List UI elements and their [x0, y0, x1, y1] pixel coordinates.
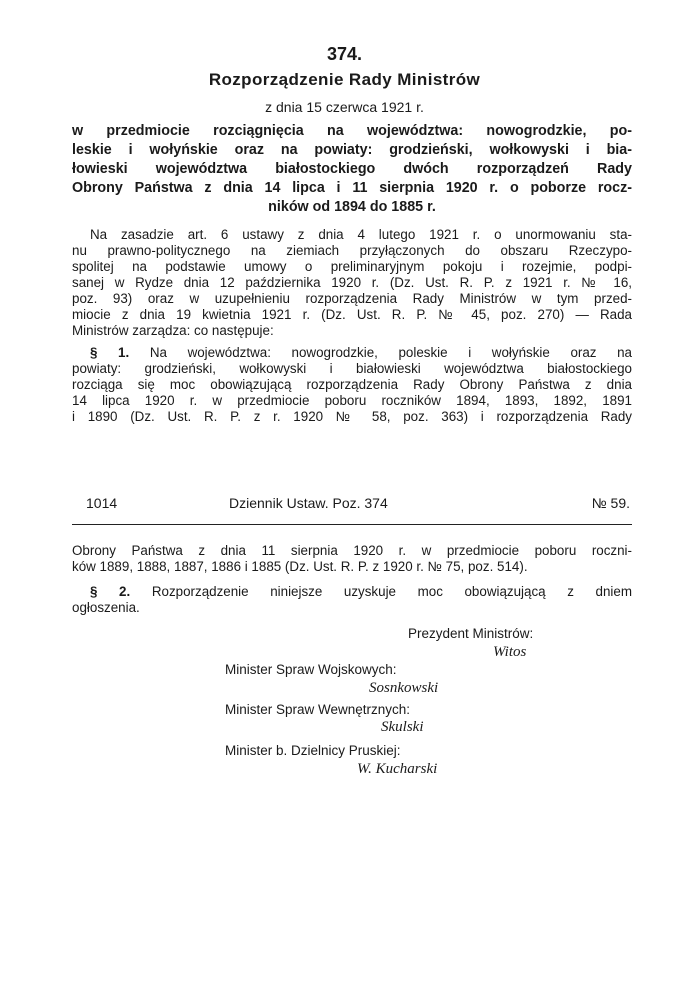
prime-minister-signature: Witos	[493, 644, 527, 660]
issue-number: № 59.	[591, 495, 630, 511]
section-1-line: 14 lipca 1920 r. w przedmiocie poboru roczników 1894, 1893, 1892, 1891	[72, 393, 632, 408]
minister-interior-label: Minister Spraw Wewnętrznych:	[225, 702, 411, 717]
act-number: 374.	[326, 44, 363, 64]
continuation-line: Obrony Państwa z dnia 11 sierpnia 1920 r. w przedmiocie poboru roczni-	[72, 543, 632, 558]
minister-military-signature: Sosnkowski	[369, 680, 439, 696]
prime-minister-label: Prezydent Ministrów:	[408, 626, 534, 641]
section-2-first-line	[72, 584, 632, 600]
intro-line: poz. 93) oraz w uzupełnieniu rozporządzenia Rady Ministrów w tym przed-	[72, 291, 632, 306]
subject-line: w przedmiocie rozciągnięcia na województwa: nowogrodzkie, po-	[72, 123, 632, 139]
minister-prussian-district-signature: W. Kucharski	[357, 761, 438, 777]
intro-line: miocie z dnia 19 kwietnia 1921 r. (Dz. Ust. R. P. № 45, poz. 270) — Rada	[72, 307, 632, 322]
section-1-first-line	[72, 345, 632, 361]
minister-interior-signature: Skulski	[381, 719, 424, 735]
intro-paragraph	[72, 227, 632, 339]
page-number: 1014	[86, 495, 118, 511]
intro-line: Na zasadzie art. 6 ustawy z dnia 4 lutego 1921 r. o unormowaniu sta-	[90, 227, 632, 242]
act-subject	[72, 122, 632, 217]
section-1-first-text: Na województwa: nowogrodzkie, poleskie i wołyńskie oraz na	[149, 345, 632, 360]
intro-line: sanej w Rydze dnia 12 października 1920 r. (Dz. Ust. R. P. z 1921 r. № 16,	[72, 275, 632, 290]
header-divider	[72, 524, 632, 525]
section-1-line: powiaty: grodzieński, wołkowyski i białowieski województwa białostockiego	[72, 361, 632, 376]
section-2-first-text: Rozporządzenie niniejsze uzyskuje moc obowiązującą z dniem	[151, 584, 632, 599]
section-1-line: rozciąga się moc obowiązującą rozporządzenia Rady Obrony Państwa z dnia	[72, 377, 632, 392]
section-1-line: i 1890 (Dz. Ust. R. P. z r. 1920 № 58, poz. 363) i rozporządzenia Rady	[72, 409, 632, 424]
section-2-label: § 2.	[90, 584, 131, 599]
section-2-line: ogłoszenia.	[72, 600, 140, 615]
section-1-label: § 1.	[90, 345, 130, 360]
intro-line: spolitej na podstawie umowy o preliminaryjnym pokoju i rozejmie, podpi-	[72, 259, 632, 274]
minister-prussian-district-label: Minister b. Dzielnicy Pruskiej:	[225, 743, 401, 758]
subject-line: Obrony Państwa z dnia 14 lipca i 11 sierpnia 1920 r. o poborze rocz-	[72, 180, 632, 196]
section-2	[72, 584, 632, 616]
page-running-header	[86, 495, 630, 513]
act-title: Rozporządzenie Rady Ministrów	[208, 70, 481, 89]
act-date: z dnia 15 czerwca 1921 r.	[265, 99, 424, 115]
subject-line: łowieski województwa białostockiego dwóch rozporządzeń Rady	[72, 161, 632, 177]
continuation-line: ków 1889, 1888, 1887, 1886 i 1885 (Dz. Ust. R. P. z 1920 r. № 75, poz. 514).	[72, 559, 528, 574]
section-1	[72, 345, 632, 425]
intro-line: nu prawno-politycznego na ziemiach przyłączonych do obszaru Rzeczypo-	[72, 243, 632, 258]
subject-line: leskie i wołyńskie oraz na powiaty: grodzieński, wołkowyski i bia-	[72, 142, 632, 158]
intro-line: Ministrów zarządza: co następuje:	[72, 323, 274, 338]
journal-reference: Dziennik Ustaw. Poz. 374	[229, 495, 388, 511]
continuation-paragraph	[72, 543, 632, 575]
minister-military-label: Minister Spraw Wojskowych:	[225, 662, 397, 677]
subject-line: ników od 1894 do 1885 r.	[268, 199, 436, 215]
